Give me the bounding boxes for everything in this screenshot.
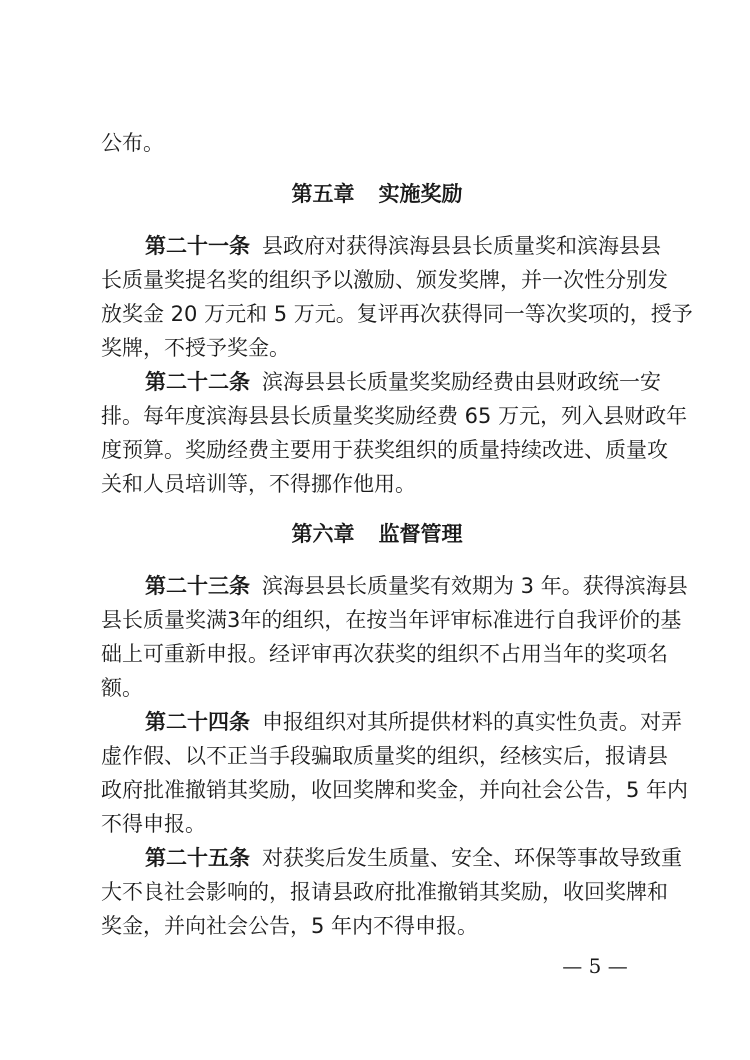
article-text: 滨海县县长质量奖奖励经费由县财政统一安 <box>262 370 661 394</box>
article-23-line-3: 础上可重新申报。经评审再次获奖的组织不占用当年的奖项名 <box>101 642 668 666</box>
article-lead: 第二十二条 <box>145 370 250 394</box>
article-21-line-3: 放奖金 20 万元和 5 万元。复评再次获得同一等次奖项的，授予 <box>101 302 693 326</box>
article-lead: 第二十五条 <box>145 846 250 870</box>
article-lead: 第二十四条 <box>145 710 250 734</box>
article-24-line-3: 政府批准撤销其奖励，收回奖牌和奖金，并向社会公告，5 年内 <box>101 778 689 802</box>
article-23-line-4: 额。 <box>101 676 143 700</box>
chapter-number: 第六章 <box>291 522 355 546</box>
article-25-line-1 <box>101 842 682 874</box>
chapter-title: 监督管理 <box>378 522 463 546</box>
carryover-line: 公布。 <box>101 131 164 155</box>
chapter-number: 第五章 <box>291 182 355 206</box>
article-22-line-1 <box>101 366 661 398</box>
chapter-title: 实施奖励 <box>378 182 463 206</box>
article-21-line-4: 奖牌，不授予奖金。 <box>101 336 290 360</box>
article-22-line-4: 关和人员培训等，不得挪作他用。 <box>101 472 416 496</box>
article-24-line-4: 不得申报。 <box>101 812 206 836</box>
article-22-line-2: 排。每年度滨海县县长质量奖奖励经费 65 万元，列入县财政年 <box>101 404 688 428</box>
page-number: — 5 — <box>562 954 628 978</box>
article-25-line-3: 奖金，并向社会公告，5 年内不得申报。 <box>101 914 479 938</box>
article-25-line-2: 大不良社会影响的，报请县政府批准撤销其奖励，收回奖牌和 <box>101 880 668 904</box>
article-21-line-2: 长质量奖提名奖的组织予以激励、颁发奖牌，并一次性分别发 <box>101 268 668 292</box>
article-lead: 第二十三条 <box>145 574 250 598</box>
article-21-line-1 <box>101 230 661 262</box>
chapter-heading-5 <box>101 178 653 210</box>
article-24-line-2: 虚作假、以不正当手段骗取质量奖的组织，经核实后，报请县 <box>101 744 668 768</box>
article-22-line-3: 度预算。奖励经费主要用于获奖组织的质量持续改进、质量攻 <box>101 438 668 462</box>
article-text: 滨海县县长质量奖有效期为 3 年。获得滨海县 <box>262 574 688 598</box>
article-23-line-1 <box>101 570 688 602</box>
chapter-heading-6 <box>101 518 653 550</box>
article-text: 对获奖后发生质量、安全、环保等事故导致重 <box>262 846 682 870</box>
article-text: 申报组织对其所提供材料的真实性负责。对弄 <box>262 710 682 734</box>
article-text: 县政府对获得滨海县县长质量奖和滨海县县 <box>262 234 661 258</box>
article-24-line-1 <box>101 706 682 738</box>
article-23-line-2: 县长质量奖满3年的组织，在按当年评审标准进行自我评价的基 <box>101 608 682 632</box>
article-lead: 第二十一条 <box>145 234 250 258</box>
